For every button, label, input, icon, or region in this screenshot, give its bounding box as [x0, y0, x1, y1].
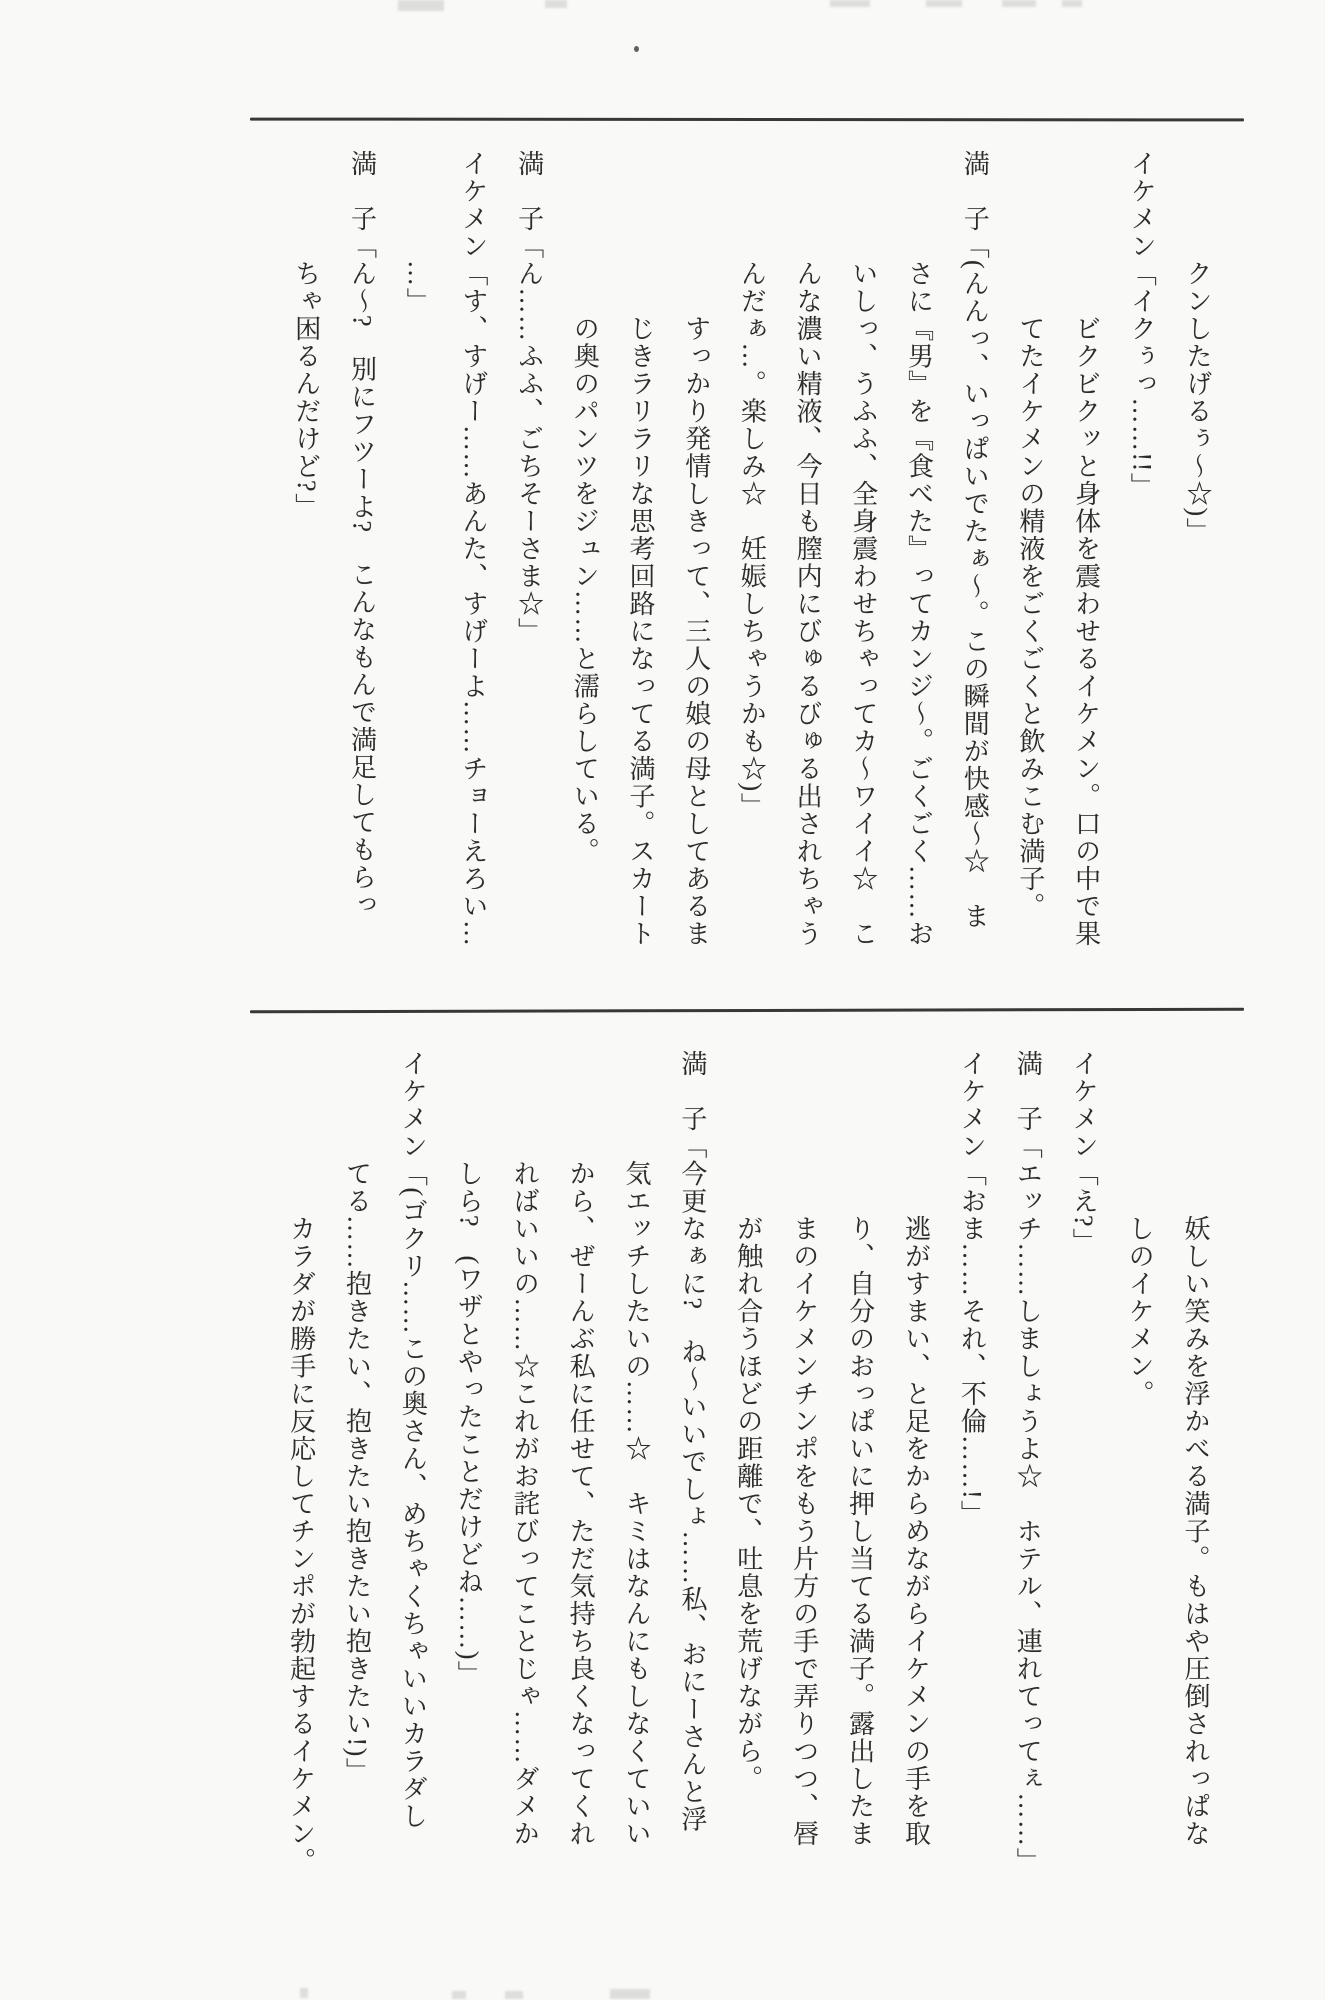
- script-column: イケメン「おま……それ、不倫……!」: [957, 1050, 987, 1528]
- script-column: …」: [403, 260, 433, 315]
- script-column: が触れ合うほどの距離で、吐息を荒げながら。: [733, 1215, 763, 1793]
- script-column: んだぁ…。楽しみ☆ 妊娠しちゃうかも☆)」: [737, 260, 767, 821]
- script-column: り、自分のおっぱいに押し当てる満子。露出したま: [845, 1215, 875, 1848]
- script-column: の奥のパンツをジュン……と濡らしている。: [570, 315, 600, 865]
- script-column: すっかり発情しきって、三人の娘の母としてあるま: [681, 315, 711, 948]
- script-column: イケメン「イクぅっ……!!」: [1127, 150, 1157, 501]
- script-column: カラダが勝手に反応してチンポが勃起するイケメン。: [286, 1215, 316, 1875]
- script-column: さに『男』を『食べた』ってカンジ〜。ごくごく……お: [904, 260, 934, 948]
- script-column: てる……抱きたい、抱きたい抱きたい抱きたい!)」: [342, 1160, 372, 1786]
- script-column: 妖しい笑みを浮かべる満子。もはや圧倒されっぱな: [1181, 1215, 1210, 1848]
- script-column: んな濃い精液、今日も膣内にびゅるびゅる出されちゃう: [793, 260, 823, 948]
- script-column: ちゃ困るんだけど?」: [291, 260, 321, 521]
- script-column: ビクビクッと身体を震わせるイケメン。口の中で果: [1071, 315, 1101, 948]
- script-column: いしっ、うふふ、全身震わせちゃってカ〜ワイイ☆ こ: [848, 260, 878, 948]
- script-column: しら? (ワザとやったことだけどね……)」: [454, 1160, 484, 1689]
- script-column: まのイケメンチンポをもう片方の手で弄りつつ、唇: [789, 1215, 819, 1848]
- script-column: しのイケメン。: [1125, 1215, 1155, 1408]
- script-column: イケメン「す、すげー……あんた、すげーよ……チョーえろい…: [458, 150, 488, 948]
- script-column: イケメン「(ゴクリ……この奥さん、めちゃくちゃいいカラダし: [398, 1050, 428, 1831]
- script-column: 逃がすまい、と足をからめながらイケメンの手を取: [901, 1215, 931, 1848]
- script-column: 気エッチしたいの……☆ キミはなんにもしなくていい: [622, 1160, 651, 1848]
- script-column: 満 子「(んんっ、いっぱいでたぁ〜。この瞬間が快感〜☆ ま: [960, 150, 990, 931]
- script-column: イケメン「え?」: [1069, 1050, 1099, 1256]
- script-column: 満 子「今更なぁに? ね〜いいでしょ……私、おにーさんと浮: [677, 1050, 707, 1834]
- script-column: 満 子「エッチ……しましょうよ☆ ホテル、連れてってぇ……」: [1013, 1050, 1043, 1875]
- script-column: ればいいの……☆これがお詫びってことじゃ……ダメか: [510, 1160, 540, 1848]
- script-column: から、ぜーんぶ私に任せて、ただ気持ち良くなってくれ: [566, 1160, 596, 1848]
- script-column: クンしたげるぅ〜☆)」: [1183, 260, 1212, 546]
- script-column: てたイケメンの精液をごくごくと飲みこむ満子。: [1015, 315, 1045, 920]
- script-column: 満 子「ん……ふふ、ごちそーさま☆」: [514, 150, 544, 645]
- script-column: じきラリラリな思考回路になってる満子。スカート: [626, 315, 655, 948]
- script-column: 満 子「ん〜? 別にフツーよ? こんなもんで満足してもらっ: [347, 150, 377, 919]
